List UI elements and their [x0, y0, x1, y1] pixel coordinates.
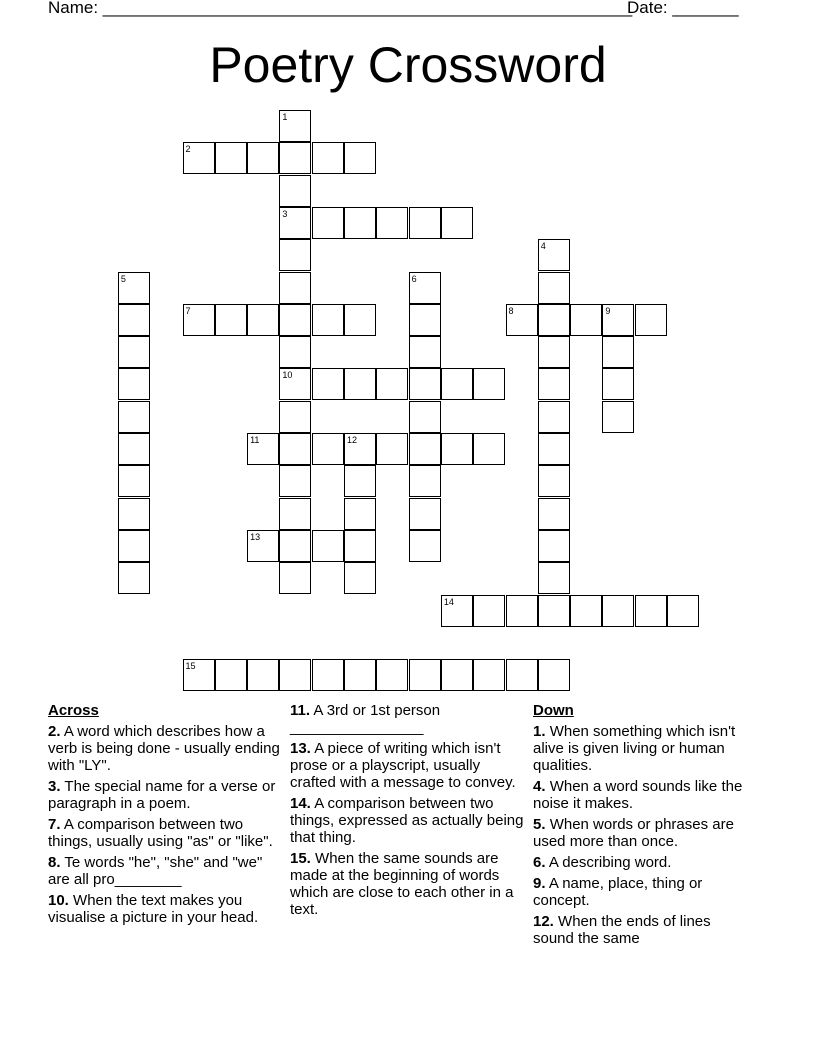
grid-cell[interactable] — [118, 272, 150, 304]
clue-number: 6 — [411, 273, 417, 284]
grid-cell[interactable] — [506, 659, 538, 691]
grid-cell[interactable] — [118, 498, 150, 530]
down-clues — [533, 702, 753, 951]
date-field-label: Date: _______ — [627, 0, 739, 17]
grid-cell[interactable] — [118, 336, 150, 368]
clue-item — [48, 816, 280, 850]
grid-cell[interactable] — [247, 530, 279, 562]
grid-cell[interactable] — [409, 336, 441, 368]
clue-item — [533, 875, 753, 909]
grid-cell[interactable] — [344, 433, 376, 465]
grid-cell[interactable] — [473, 433, 505, 465]
grid-cell[interactable] — [344, 465, 376, 497]
grid-cell[interactable] — [473, 659, 505, 691]
clue-number: 1 — [282, 112, 288, 122]
grid-cell[interactable] — [538, 336, 570, 368]
grid-cell[interactable] — [538, 530, 570, 562]
grid-cell[interactable] — [376, 207, 408, 239]
grid-cell[interactable] — [344, 142, 376, 174]
grid-cell[interactable] — [279, 110, 311, 142]
grid-cell[interactable] — [118, 368, 150, 400]
grid-cell[interactable] — [538, 239, 570, 271]
clue-item — [48, 892, 280, 926]
clue-number: 6. — [533, 854, 546, 871]
clue-number: 14 — [443, 596, 454, 607]
clue-number: 12. — [533, 913, 554, 930]
clue-number: 9 — [605, 305, 611, 316]
grid-cell[interactable] — [473, 368, 505, 400]
grid-cell[interactable] — [409, 207, 441, 239]
clue-number: 4. — [533, 778, 546, 795]
clue-item — [48, 723, 280, 774]
grid-cell[interactable] — [344, 368, 376, 400]
grid-cell[interactable] — [215, 304, 247, 336]
grid-cell[interactable] — [570, 304, 602, 336]
grid-cell[interactable] — [441, 659, 473, 691]
grid-cell[interactable] — [409, 272, 441, 304]
clue-number: 13. — [290, 740, 311, 757]
grid-cell[interactable] — [312, 142, 344, 174]
clue-number: 8 — [508, 305, 514, 316]
grid-cell[interactable] — [118, 304, 150, 336]
name-field-label: Name: ________________________________________________________ — [48, 0, 633, 17]
grid-cell[interactable] — [409, 368, 441, 400]
grid-cell[interactable] — [118, 465, 150, 497]
clue-number: 7 — [185, 305, 191, 316]
grid-cell[interactable] — [344, 659, 376, 691]
page-title: Poetry Crossword — [209, 37, 607, 93]
grid-cell[interactable] — [118, 530, 150, 562]
clue-item — [533, 778, 753, 812]
clue-item — [533, 816, 753, 850]
grid-cell[interactable] — [279, 175, 311, 207]
clue-number: 7. — [48, 816, 61, 833]
grid-cell[interactable] — [538, 659, 570, 691]
grid-cell[interactable] — [538, 433, 570, 465]
grid-cell[interactable] — [279, 142, 311, 174]
clue-text: When a word sounds like the noise it makes. — [533, 778, 743, 812]
clue-item — [290, 850, 526, 918]
across-clues — [48, 702, 280, 930]
grid-cell[interactable] — [538, 498, 570, 530]
grid-cell[interactable] — [279, 207, 311, 239]
grid-cell[interactable] — [376, 368, 408, 400]
clue-number: 5. — [533, 816, 546, 833]
grid-cell[interactable] — [538, 368, 570, 400]
grid-cell[interactable] — [344, 498, 376, 530]
clue-number: 1. — [533, 723, 546, 740]
clue-number: 8. — [48, 854, 61, 871]
grid-cell[interactable] — [247, 433, 279, 465]
grid-cell[interactable] — [409, 401, 441, 433]
grid-cell[interactable] — [538, 272, 570, 304]
grid-cell[interactable] — [635, 595, 667, 627]
clue-number: 10. — [48, 892, 69, 909]
grid-cell[interactable] — [376, 659, 408, 691]
clue-number: 12 — [347, 435, 358, 445]
clue-number: 2. — [48, 723, 61, 740]
grid-cell[interactable] — [279, 498, 311, 530]
clue-item — [290, 795, 526, 846]
grid-cell[interactable] — [570, 595, 602, 627]
grid-cell[interactable] — [183, 142, 215, 174]
clue-text: When words or phrases are used more than once. — [533, 816, 734, 850]
grid-cell[interactable] — [118, 562, 150, 594]
grid-cell[interactable] — [602, 368, 634, 400]
grid-cell[interactable] — [279, 530, 311, 562]
grid-cell[interactable] — [602, 304, 634, 336]
grid-cell[interactable] — [215, 659, 247, 691]
clue-text: A name, place, thing or concept. — [533, 875, 703, 909]
clue-item — [290, 740, 526, 791]
grid-cell[interactable] — [215, 142, 247, 174]
clue-number: 13 — [250, 531, 261, 542]
grid-cell[interactable] — [279, 239, 311, 271]
grid-cell[interactable] — [183, 659, 215, 691]
clue-number: 2 — [185, 144, 191, 155]
grid-cell[interactable] — [279, 336, 311, 368]
clue-number: 3 — [282, 208, 288, 219]
clue-number: 14. — [290, 795, 311, 812]
clue-item — [48, 778, 280, 812]
grid-cell[interactable] — [312, 368, 344, 400]
grid-cell[interactable] — [409, 659, 441, 691]
clue-number: 11. — [290, 702, 311, 719]
grid-cell[interactable] — [118, 433, 150, 465]
clue-number: 15 — [185, 661, 196, 672]
grid-cell[interactable] — [635, 304, 667, 336]
grid-cell[interactable] — [344, 562, 376, 594]
grid-cell[interactable] — [279, 304, 311, 336]
grid-cell[interactable] — [312, 433, 344, 465]
grid-cell[interactable] — [441, 433, 473, 465]
grid-cell[interactable] — [602, 401, 634, 433]
across-heading: Across — [48, 702, 99, 719]
grid-cell[interactable] — [312, 659, 344, 691]
grid-cell[interactable] — [538, 304, 570, 336]
clue-text: When something which isn't alive is given living or human qualities. — [533, 723, 736, 774]
clue-number: 9. — [533, 875, 546, 892]
clue-number: 10 — [282, 370, 293, 381]
grid-cell[interactable] — [441, 368, 473, 400]
grid-cell[interactable] — [538, 562, 570, 594]
down-heading: Down — [533, 702, 574, 719]
grid-cell[interactable] — [247, 304, 279, 336]
grid-cell[interactable] — [279, 465, 311, 497]
grid-cell[interactable] — [538, 595, 570, 627]
grid-cell[interactable] — [506, 304, 538, 336]
grid-cell[interactable] — [538, 465, 570, 497]
clue-item — [533, 723, 753, 774]
grid-cell[interactable] — [441, 207, 473, 239]
grid-cell[interactable] — [118, 401, 150, 433]
clue-item — [533, 854, 753, 871]
grid-cell[interactable] — [279, 659, 311, 691]
clue-text: A 3rd or 1st person ________________ — [290, 702, 441, 736]
grid-cell[interactable] — [183, 304, 215, 336]
grid-cell[interactable] — [312, 207, 344, 239]
clue-text: When the same sounds are made at the beginning of words which are close to each other in a text. — [290, 850, 514, 918]
grid-cell[interactable] — [279, 401, 311, 433]
grid-cell[interactable] — [441, 595, 473, 627]
clue-text: When the ends of lines sound the same — [533, 913, 711, 947]
grid-cell[interactable] — [409, 433, 441, 465]
grid-cell[interactable] — [279, 562, 311, 594]
across-clues-continued — [290, 702, 526, 922]
grid-cell[interactable] — [376, 433, 408, 465]
clue-text: A comparison between two things, expressed as actually being that thing. — [290, 795, 524, 846]
clue-number: 5 — [120, 273, 126, 284]
grid-cell[interactable] — [602, 336, 634, 368]
grid-cell[interactable] — [312, 304, 344, 336]
grid-cell[interactable] — [344, 304, 376, 336]
grid-cell[interactable] — [409, 465, 441, 497]
clue-text: When the text makes you visualise a picture in your head. — [48, 892, 259, 926]
grid-cell[interactable] — [279, 433, 311, 465]
grid-cell[interactable] — [667, 595, 699, 627]
clue-item — [533, 913, 753, 947]
grid-cell[interactable] — [409, 530, 441, 562]
clue-text: The special name for a verse or paragraph in a poem. — [48, 778, 276, 812]
clue-number: 4 — [540, 241, 546, 252]
grid-cell[interactable] — [247, 659, 279, 691]
grid-cell[interactable] — [279, 272, 311, 304]
grid-cell[interactable] — [409, 498, 441, 530]
grid-cell[interactable] — [312, 530, 344, 562]
grid-cell[interactable] — [409, 304, 441, 336]
grid-cell[interactable] — [538, 401, 570, 433]
clue-number: 15. — [290, 850, 311, 867]
clue-number: 11 — [250, 435, 260, 445]
grid-cell[interactable] — [247, 142, 279, 174]
clue-text: A word which describes how a verb is being done - usually ending with "LY". — [48, 723, 280, 774]
grid-cell[interactable] — [506, 595, 538, 627]
clue-item — [290, 702, 526, 736]
clue-item — [48, 854, 280, 888]
grid-cell[interactable] — [279, 368, 311, 400]
clue-text: A piece of writing which isn't prose or a playscript, usually crafted with a message to convey. — [290, 740, 516, 791]
grid-cell[interactable] — [473, 595, 505, 627]
clue-text: Te words "he", "she" and "we" are all pro________ — [48, 854, 263, 888]
grid-cell[interactable] — [344, 207, 376, 239]
grid-cell[interactable] — [344, 530, 376, 562]
clue-text: A comparison between two things, usually using "as" or "like". — [48, 816, 273, 850]
clue-text: A describing word. — [548, 854, 672, 871]
clue-number: 3. — [48, 778, 61, 795]
grid-cell[interactable] — [602, 595, 634, 627]
